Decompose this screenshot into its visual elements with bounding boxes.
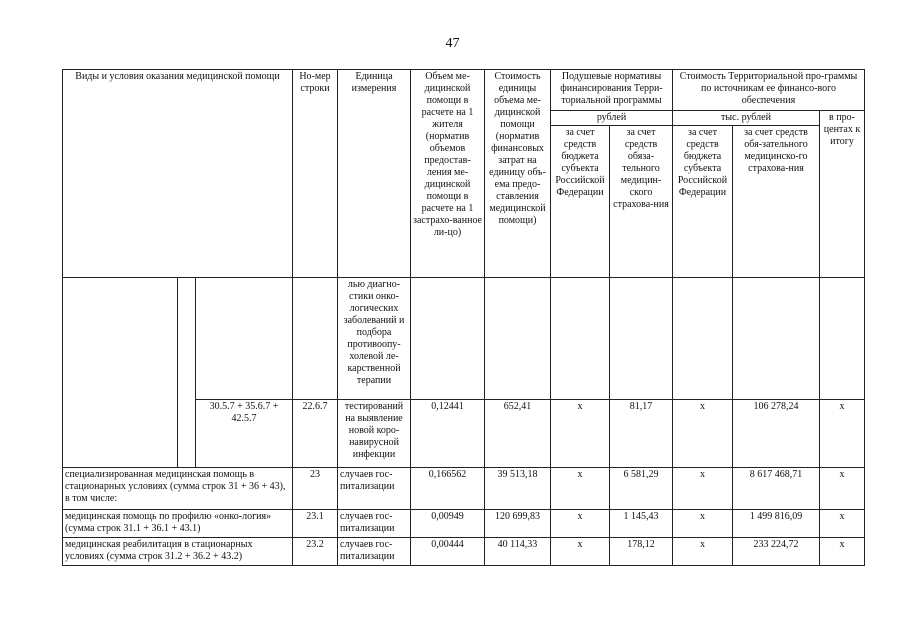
row-line-no: 23.2 [293,538,338,566]
header-oms: за счет средств обяза-тельного медицин-ского страхова-ния [610,126,673,278]
table-cell [411,278,485,400]
header-oms-k: за счет средств обя-зательного медицинско-го страхова-ния [733,126,820,278]
row-cost: 120 699,83 [485,510,551,538]
header-percent: в про-центах к итогу [820,111,865,278]
row-norm-budget: х [551,468,610,510]
table-cell [485,278,551,400]
page-number: 47 [445,36,460,51]
row-norm-oms: 81,17 [610,400,673,468]
row-cost: 40 114,33 [485,538,551,566]
row-name: специализированная медицинская помощь в стационарных условиях (сумма строк 31 + 36 + 43), в том числе: [63,468,293,510]
row-program-oms: 1 499 816,09 [733,510,820,538]
header-budget: за счет средств бюджета субъекта Российской Федерации [551,126,610,278]
row-unit: случаев гос-питализации [338,538,411,566]
header-budget-k: за счет средств бюджета субъекта Российской Федерации [673,126,733,278]
row-name: медицинская реабилитация в стационарных условиях (сумма строк 31.2 + 36.2 + 43.2) [63,538,293,566]
program-cost-table [62,69,865,566]
row-program-oms: 8 617 468,71 [733,468,820,510]
header-norms-unit: рублей [551,111,673,126]
row-program-percent: х [820,538,865,566]
row-program-budget: х [673,400,733,468]
row-line-no: 23 [293,468,338,510]
row-program-budget: х [673,538,733,566]
table-cell [733,278,820,400]
header-line-no: Но-мер строки [293,70,338,278]
header-volume: Объем ме-дицинской помощи в расчете на 1 жителя (норматив объемов предостав-ления ме-дицинской помощи в расчете на 1 застрахо-ванное ли-цо) [411,70,485,278]
row-program-budget: х [673,468,733,510]
row-unit: случаев гос-питализации [338,468,411,510]
row-norm-oms: 1 145,43 [610,510,673,538]
row-volume: 0,12441 [411,400,485,468]
row-norm-budget: х [551,538,610,566]
row-volume: 0,166562 [411,468,485,510]
row-cost: 39 513,18 [485,468,551,510]
header-program-unit: тыс. рублей [673,111,820,126]
row-cost: 652,41 [485,400,551,468]
row-volume: 0,00949 [411,510,485,538]
table-cell [820,278,865,400]
header-norms-group: Подушевые нормативы финансирования Терри-ториальной программы [551,70,673,111]
table-cell [551,278,610,400]
table-cell [178,278,196,468]
table-cell [610,278,673,400]
header-program-group: Стоимость Территориальной про-граммы по источникам ее финансо-вого обеспечения [673,70,865,111]
row-line-no: 23.1 [293,510,338,538]
row-program-budget: х [673,510,733,538]
table-cell [673,278,733,400]
row-unit: лью диагно-стики онко-логических заболеваний и подбора противоопу-холевой ле-карственной терапии [338,278,411,400]
row-program-oms: 233 224,72 [733,538,820,566]
row-program-percent: х [820,510,865,538]
row-norm-oms: 6 581,29 [610,468,673,510]
row-volume: 0,00444 [411,538,485,566]
row-name: медицинская помощь по профилю «онко-логия» (сумма строк 31.1 + 36.1 + 43.1) [63,510,293,538]
row-unit: случаев гос-питализации [338,510,411,538]
header-cost: Стоимость единицы объема ме-дицинской помощи (норматив финансовых затрат на единицу объ-ема предо-ставления медицинской помощи) [485,70,551,278]
table-cell [293,278,338,400]
row-program-oms: 106 278,24 [733,400,820,468]
row-unit: тестирований на выявление новой коро-навирусной инфекции [338,400,411,468]
table-cell [196,278,293,400]
row-ref: 30.5.7 + 35.6.7 + 42.5.7 [196,400,293,468]
header-unit: Единица измерения [338,70,411,278]
header-kinds: Виды и условия оказания медицинской помощи [63,70,293,278]
row-norm-budget: х [551,400,610,468]
row-norm-oms: 178,12 [610,538,673,566]
row-norm-budget: х [551,510,610,538]
row-program-percent: х [820,400,865,468]
row-line-no: 22.6.7 [293,400,338,468]
table-cell [63,278,178,468]
row-program-percent: х [820,468,865,510]
